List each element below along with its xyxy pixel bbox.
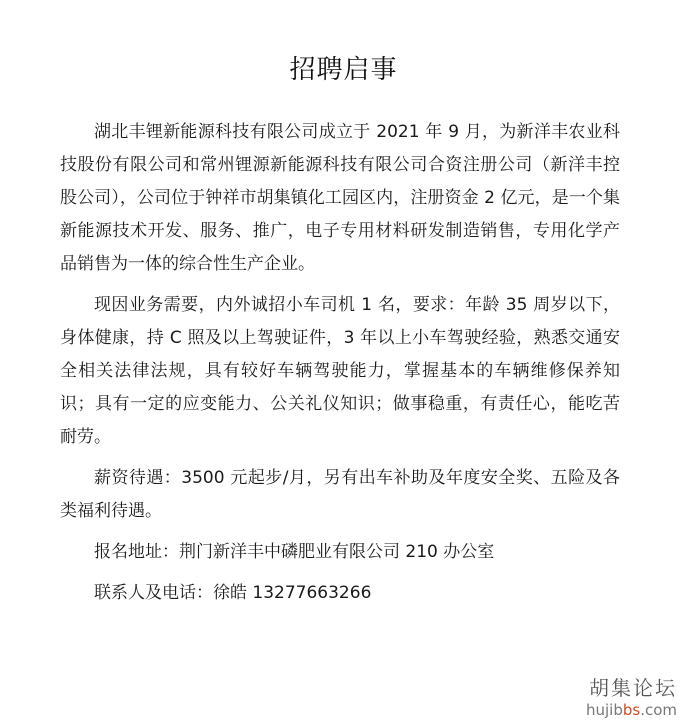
watermark-url-suffix: .com (640, 701, 677, 719)
watermark-url (537, 701, 677, 719)
watermark-url-accent: bs (622, 701, 641, 719)
paragraph-contact: 联系人及电话：徐皓 13277663266 (94, 583, 372, 603)
watermark-forum-name: 胡集论坛 (589, 676, 677, 700)
forum-watermark (537, 675, 677, 719)
page-title: 招聘启事 (289, 55, 398, 85)
watermark-url-prefix: hujib (585, 701, 623, 719)
paragraph-salary: 薪资待遇：3500 元起步/月，另有出车补助及年度安全奖、五险及各类福利待遇。 (60, 468, 620, 521)
paragraph-job-requirements: 现因业务需要，内外诚招小车司机 1 名，要求：年龄 35 周岁以下，身体健康，持 C 照及以上驾驶证件，3 年以上小车驾驶经验，熟悉交通安全相关法律法规，具有较好车辆驾驶能力，掌握基本的车辆维修保养知识；具有一定的应变能力、公关礼仪知识；做事稳重，有责任心，能吃苦耐劳。 (60, 295, 620, 447)
paragraph-company-intro: 湖北丰锂新能源科技有限公司成立于 2021 年 9 月，为新洋丰农业科技股份有限公司和常州锂源新能源科技有限公司合资注册公司（新洋丰控股公司），公司位于钟祥市胡集镇化工园区内，注册资金 2 亿元，是一个集新能源技术开发、服务、推广，电子专用材料研发制造销售，专用化学产品销售为一体的综合性生产企业。 (60, 122, 620, 274)
document-body (60, 116, 620, 618)
paragraph-address: 报名地址：荆门新洋丰中磷肥业有限公司 210 办公室 (94, 542, 495, 562)
